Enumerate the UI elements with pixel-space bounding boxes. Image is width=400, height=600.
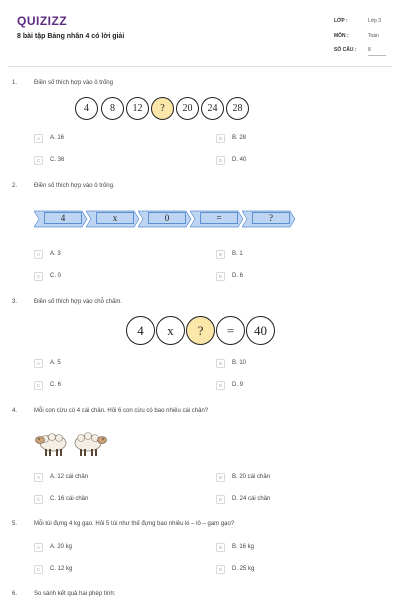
sequence-item: 20 (176, 97, 199, 120)
option-letter-box: B (216, 543, 225, 552)
option-text: B. 10 (232, 360, 247, 366)
option-text: C. 6 (50, 382, 62, 388)
question-6-text: So sánh kết quả hai phép tính: (34, 591, 116, 597)
sheep-icon (34, 428, 70, 463)
equation-item: = (216, 316, 245, 345)
sequence-item: 8 (101, 97, 124, 120)
meta-class-value: Lớp 3 (368, 18, 382, 24)
arrow-box (190, 210, 244, 226)
question-5-number: 5. (12, 521, 18, 527)
option-letter-box: A (34, 473, 43, 482)
option-text: A. 5 (50, 360, 61, 366)
option-text: C. 12 kg (50, 566, 73, 572)
arrow-box-value: ? (252, 212, 290, 224)
question-5-text: Mỗi túi đựng 4 kg gạo. Hỏi 5 túi như thế đựng bao nhiêu ki – lô – gam gạo? (34, 521, 235, 527)
option-text: D. 6 (232, 273, 244, 279)
question-1-number: 1. (12, 80, 18, 86)
option-letter-box: B (216, 473, 225, 482)
option-text: A. 20 kg (50, 544, 73, 550)
option-letter-box: D (216, 272, 225, 281)
quizizz-logo: QUIZIZZ (17, 14, 68, 28)
arrow-box-value: x (96, 212, 134, 224)
option-text: C. 16 cái chân (50, 496, 89, 502)
option-text: A. 3 (50, 251, 61, 257)
option-letter-box: D (216, 565, 225, 574)
option-letter-box: C (34, 272, 43, 281)
option-text: D. 24 cái chân (232, 496, 271, 502)
option-letter-box: C (34, 495, 43, 504)
question-4-number: 4. (12, 408, 18, 414)
meta-count-underline (368, 55, 386, 56)
sequence-item: 12 (126, 97, 149, 120)
arrow-box (34, 210, 88, 226)
arrow-box-value: 4 (44, 212, 82, 224)
sequence-item: 28 (226, 97, 249, 120)
option-letter-box: A (34, 250, 43, 259)
arrow-box (86, 210, 140, 226)
equation-missing-item: ? (186, 316, 215, 345)
option-letter-box: C (34, 565, 43, 574)
sequence-item: 24 (201, 97, 224, 120)
option-letter-box: D (216, 381, 225, 390)
equation-item: x (156, 316, 185, 345)
option-letter-box: D (216, 156, 225, 165)
question-6-number: 6. (12, 591, 18, 597)
option-letter-box: D (216, 495, 225, 504)
option-text: A. 16 (50, 135, 65, 141)
arrow-box (138, 210, 192, 226)
meta-class-label: LỚP : (334, 18, 348, 24)
question-1-text: Điền số thích hợp vào ô trống (34, 80, 113, 86)
sequence-missing-item: ? (151, 97, 174, 120)
option-text: B. 16 kg (232, 544, 255, 550)
equation-item: 40 (246, 316, 275, 345)
meta-subject-value: Toán (368, 33, 379, 39)
meta-count-label: SỐ CÂU : (334, 47, 357, 53)
arrow-box-value: = (200, 212, 238, 224)
option-letter-box: C (34, 156, 43, 165)
sheep-icon (71, 428, 109, 463)
option-text: B. 20 cái chân (232, 474, 271, 480)
option-letter-box: A (34, 134, 43, 143)
sequence-item: 4 (75, 97, 98, 120)
option-letter-box: B (216, 359, 225, 368)
question-2-number: 2. (12, 183, 18, 189)
question-2-text: Điền số thích hợp vào ô trống. (34, 183, 115, 189)
question-4-text: Mỗi con cừu có 4 cái chân. Hỏi 6 con cừu có bao nhiêu cái chân? (34, 408, 209, 414)
option-letter-box: A (34, 543, 43, 552)
option-text: D. 9 (232, 382, 244, 388)
meta-subject-label: MÔN : (334, 33, 349, 39)
option-text: C. 0 (50, 273, 62, 279)
option-text: D. 25 kg (232, 566, 255, 572)
arrow-box (242, 210, 296, 226)
question-3-text: Điền số thích hợp vào chỗ chấm. (34, 299, 122, 305)
equation-item: 4 (126, 316, 155, 345)
option-text: A. 12 cái chân (50, 474, 89, 480)
option-letter-box: C (34, 381, 43, 390)
option-text: C. 36 (50, 157, 65, 163)
option-text: B. 28 (232, 135, 247, 141)
option-letter-box: B (216, 134, 225, 143)
header-divider (8, 66, 392, 67)
option-text: B. 1 (232, 251, 243, 257)
question-3-number: 3. (12, 299, 18, 305)
document-title: 8 bài tập Bảng nhân 4 có lời giải (17, 33, 125, 40)
option-letter-box: B (216, 250, 225, 259)
meta-count-value: 8 (368, 47, 371, 53)
option-letter-box: A (34, 359, 43, 368)
arrow-box-value: 0 (148, 212, 186, 224)
option-text: D. 40 (232, 157, 247, 163)
